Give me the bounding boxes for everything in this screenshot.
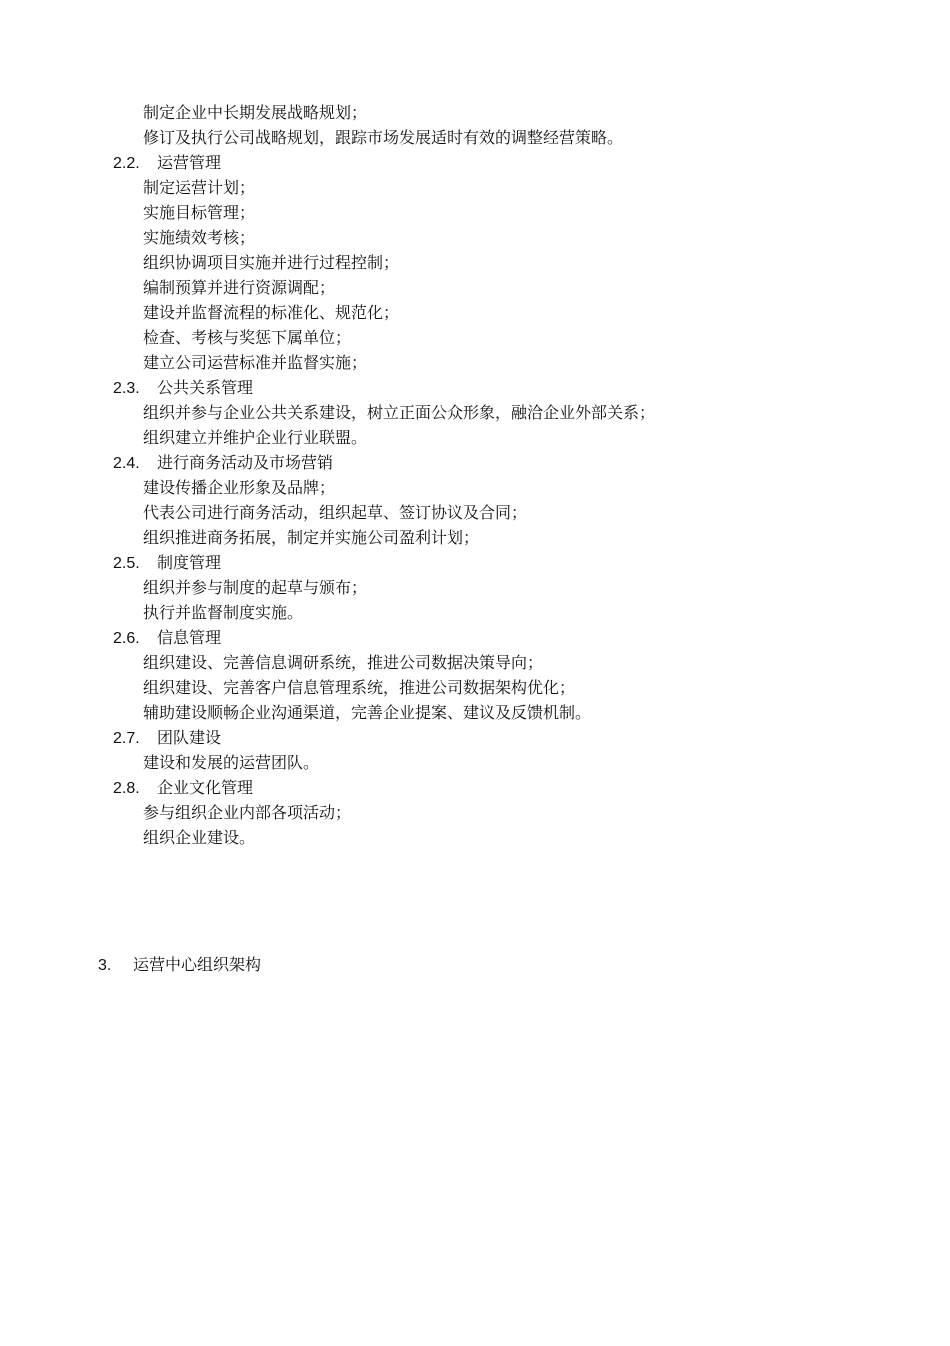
section-title: 企业文化管理 [157, 778, 254, 797]
list-item: 组织建设、完善客户信息管理系统，推进公司数据架构优化； [143, 678, 576, 697]
list-item: 建设和发展的运营团队。 [143, 753, 320, 772]
section-title: 信息管理 [157, 628, 222, 647]
section-number: 2.7. [113, 730, 140, 747]
section-title: 团队建设 [157, 728, 222, 747]
list-item: 组织并参与企业公共关系建设，树立正面公众形象，融洽企业外部关系； [143, 403, 656, 422]
list-item: 辅助建设顺畅企业沟通渠道，完善企业提案、建议及反馈机制。 [143, 703, 592, 722]
list-item: 组织协调项目实施并进行过程控制； [143, 253, 400, 272]
section-number: 2.5. [113, 555, 140, 572]
list-item: 制定运营计划； [143, 178, 256, 197]
section-heading [0, 775, 950, 800]
list-item: 组织并参与制度的起草与颁布； [143, 578, 368, 597]
list-item: 建设并监督流程的标准化、规范化； [143, 303, 400, 322]
document-body [0, 100, 950, 850]
list-item: 组织建立并维护企业行业联盟。 [143, 428, 368, 447]
major-section-title: 运营中心组织架构 [133, 955, 262, 974]
list-item: 实施目标管理； [143, 203, 256, 222]
section-number: 2.2. [113, 155, 140, 172]
section-title: 运营管理 [157, 153, 222, 172]
section-number: 2.3. [113, 380, 140, 397]
list-item: 代表公司进行商务活动，组织起草、签订协议及合同； [143, 503, 528, 522]
major-section-number: 3. [98, 957, 112, 974]
list-item: 实施绩效考核； [143, 228, 256, 247]
list-item: 参与组织企业内部各项活动； [143, 803, 352, 822]
list-item: 建设传播企业形象及品牌； [143, 478, 336, 497]
section-heading [0, 725, 950, 750]
section-number: 2.8. [113, 780, 140, 797]
list-item: 检查、考核与奖惩下属单位； [143, 328, 352, 347]
section-heading [0, 625, 950, 650]
list-item: 组织推进商务拓展，制定并实施公司盈利计划； [143, 528, 480, 547]
section-heading [0, 450, 950, 475]
section-heading [0, 375, 950, 400]
list-item: 编制预算并进行资源调配； [143, 278, 336, 297]
section-heading [0, 550, 950, 575]
section-title: 制度管理 [157, 553, 222, 572]
list-item: 组织企业建设。 [143, 828, 256, 847]
intro-item: 修订及执行公司战略规划，跟踪市场发展适时有效的调整经营策略。 [143, 128, 624, 147]
intro-item: 制定企业中长期发展战略规划； [143, 103, 368, 122]
list-item: 建立公司运营标准并监督实施； [143, 353, 368, 372]
section-number: 2.6. [113, 630, 140, 647]
major-section-heading [98, 952, 261, 977]
section-title: 进行商务活动及市场营销 [157, 453, 334, 472]
list-item: 执行并监督制度实施。 [143, 603, 304, 622]
section-title: 公共关系管理 [157, 378, 254, 397]
section-heading [0, 150, 950, 175]
list-item: 组织建设、完善信息调研系统，推进公司数据决策导向； [143, 653, 544, 672]
section-number: 2.4. [113, 455, 140, 472]
